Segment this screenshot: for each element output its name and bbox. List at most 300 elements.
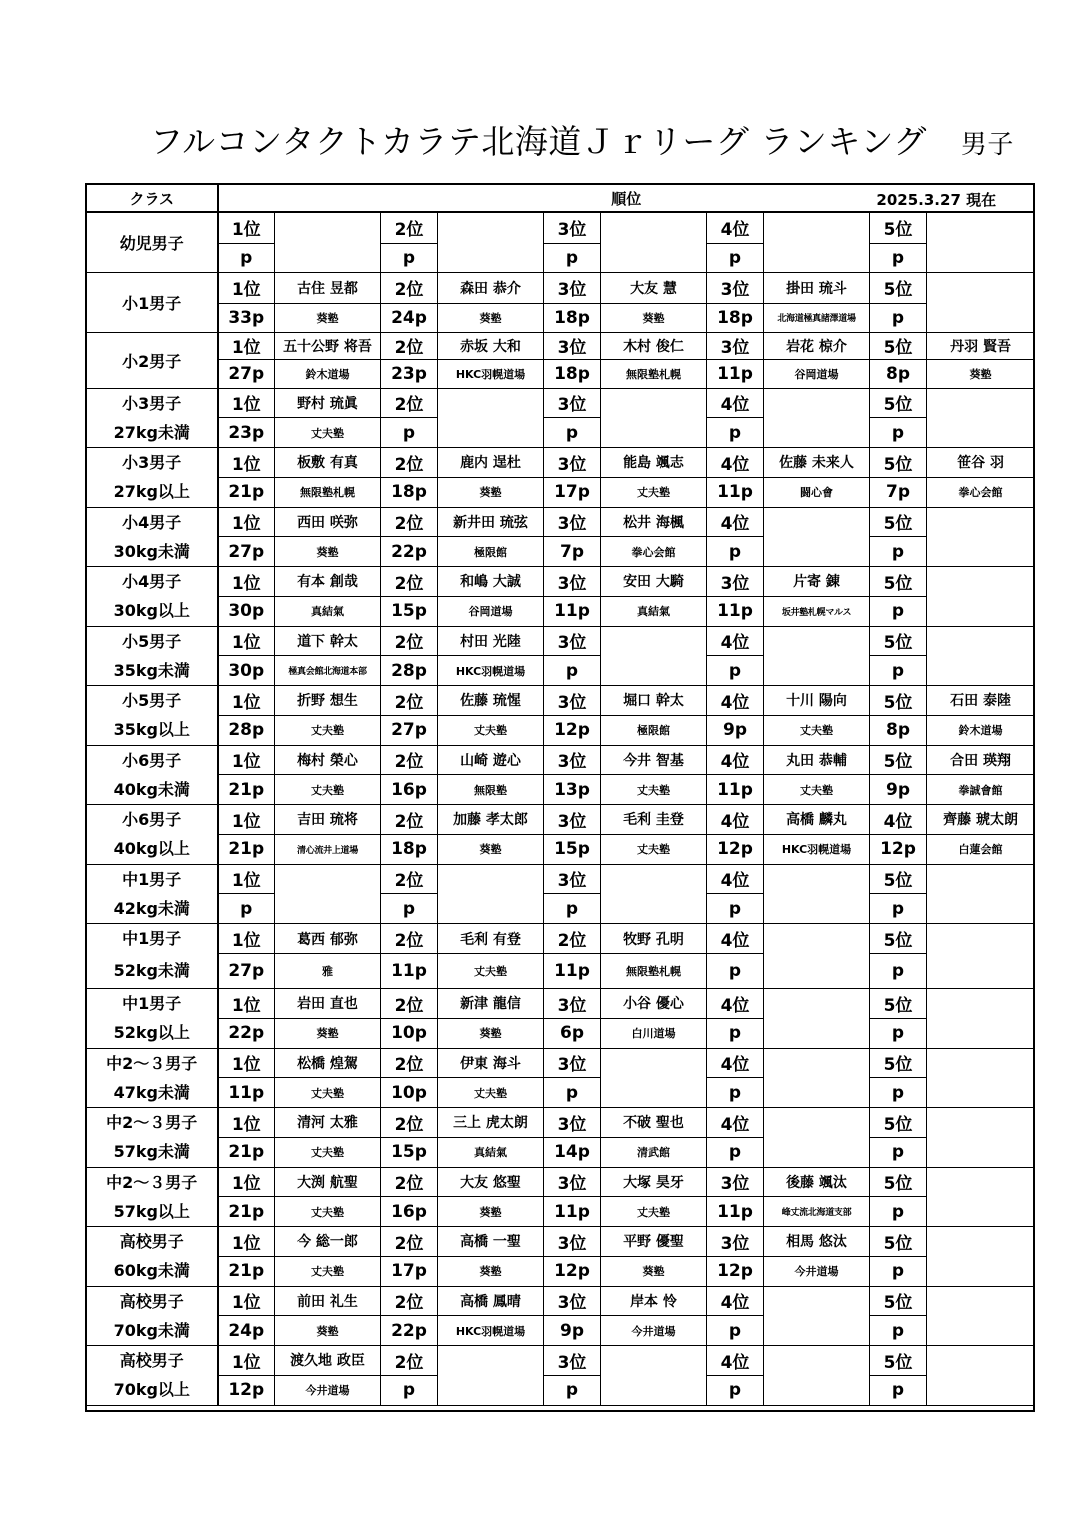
rank-position: 2位: [381, 1167, 438, 1197]
competitor-name: 和嶋 大誠: [438, 567, 544, 597]
ranking-points: p: [544, 894, 601, 924]
ranking-points: 27p: [218, 537, 275, 567]
ranking-row-top: [87, 272, 1035, 303]
ranking-points: 17p: [381, 1256, 438, 1286]
ranking-table: [86, 184, 1035, 1406]
rank-position: 2位: [381, 388, 438, 418]
rank-position: 5位: [870, 745, 927, 775]
rank-position: 5位: [870, 212, 927, 243]
ranking-points: 18p: [544, 359, 601, 388]
class-name: 中1男子: [87, 924, 218, 954]
competitor-name: 十川 陽向: [764, 686, 870, 716]
ranking-row-bottom: [87, 477, 1035, 507]
competitor-name: [764, 1346, 870, 1406]
ranking-points: 28p: [218, 715, 275, 745]
rank-position: 5位: [870, 864, 927, 894]
competitor-name: [764, 388, 870, 448]
rank-position: 2位: [381, 448, 438, 478]
competitor-name: 石田 泰陸: [927, 686, 1035, 716]
ranking-points: 21p: [218, 1197, 275, 1227]
ranking-row-bottom: [87, 1316, 1035, 1346]
class-name: 中1男子: [87, 989, 218, 1019]
rank-position: 1位: [218, 1286, 275, 1316]
competitor-name: [601, 1048, 707, 1108]
competitor-name: [438, 212, 544, 272]
rank-position: 3位: [544, 272, 601, 303]
ranking-row-top: [87, 1048, 1035, 1078]
dojo-name: 丈夫塾: [275, 418, 381, 448]
ranking-points: p: [870, 1316, 927, 1346]
ranking-row-top: [87, 805, 1035, 835]
competitor-name: [275, 212, 381, 272]
rank-position: 4位: [707, 1048, 764, 1078]
ranking-points: p: [870, 537, 927, 567]
ranking-points: p: [707, 537, 764, 567]
competitor-name: 岩花 椋介: [764, 332, 870, 359]
class-name: 小4男子: [87, 567, 218, 597]
competitor-name: [927, 272, 1035, 332]
class-name: 小3男子: [87, 388, 218, 418]
competitor-name: 大渕 航聖: [275, 1167, 381, 1197]
rank-position: 1位: [218, 332, 275, 359]
rank-position: 1位: [218, 805, 275, 835]
dojo-name: 葵塾: [438, 303, 544, 332]
rank-position: 4位: [707, 805, 764, 835]
ranking-points: p: [870, 418, 927, 448]
class-weight: 35kg以上: [87, 715, 218, 745]
ranking-points: 23p: [218, 418, 275, 448]
competitor-name: 松橋 煌駕: [275, 1048, 381, 1078]
dojo-name: 極限館: [601, 715, 707, 745]
class-weight: 47kg未満: [87, 1078, 218, 1108]
rank-position: 5位: [870, 332, 927, 359]
ranking-points: 33p: [218, 303, 275, 332]
rank-position: 3位: [544, 1346, 601, 1376]
ranking-points: p: [870, 1078, 927, 1108]
competitor-name: [927, 1048, 1035, 1108]
class-name: 高校男子: [87, 1346, 218, 1376]
rank-position: 3位: [544, 1048, 601, 1078]
rank-position: 4位: [707, 989, 764, 1019]
competitor-name: [927, 507, 1035, 567]
rank-position: 4位: [707, 1108, 764, 1138]
competitor-name: [927, 1108, 1035, 1168]
dojo-name: 丈夫塾: [275, 715, 381, 745]
ranking-points: p: [870, 1018, 927, 1048]
ranking-row-top: [87, 388, 1035, 418]
class-name: 小5男子: [87, 686, 218, 716]
competitor-name: [927, 212, 1035, 272]
ranking-points: p: [707, 1137, 764, 1167]
ranking-row-top: [87, 212, 1035, 243]
ranking-row-top: [87, 1286, 1035, 1316]
ranking-row-top: [87, 626, 1035, 656]
dojo-name: 丈夫塾: [438, 954, 544, 989]
ranking-points: p: [707, 1375, 764, 1405]
rank-position: 3位: [544, 507, 601, 537]
rank-position: 2位: [381, 745, 438, 775]
competitor-name: 松井 海楓: [601, 507, 707, 537]
dojo-name: 丈夫塾: [764, 715, 870, 745]
rank-position: 2位: [381, 1286, 438, 1316]
competitor-name: 野村 琉眞: [275, 388, 381, 418]
ranking-points: 11p: [544, 954, 601, 989]
dojo-name: 無限塾札幌: [601, 954, 707, 989]
rank-position: 1位: [218, 924, 275, 954]
rank-position: 2位: [381, 332, 438, 359]
rank-position: 4位: [707, 1346, 764, 1376]
ranking-points: 18p: [544, 303, 601, 332]
rank-position: 3位: [707, 1167, 764, 1197]
class-weight: 57kg以上: [87, 1197, 218, 1227]
competitor-name: 丸田 恭輔: [764, 745, 870, 775]
rank-position: 1位: [218, 626, 275, 656]
competitor-name: [927, 388, 1035, 448]
dojo-name: 葵塾: [275, 303, 381, 332]
class-name: 幼児男子: [87, 212, 218, 272]
ranking-points: 27p: [381, 715, 438, 745]
ranking-points: 24p: [218, 1316, 275, 1346]
ranking-points: 18p: [381, 834, 438, 864]
competitor-name: 高橋 鳳晴: [438, 1286, 544, 1316]
rank-position: 5位: [870, 1227, 927, 1257]
dojo-name: 丈夫塾: [601, 477, 707, 507]
ranking-points: 23p: [381, 359, 438, 388]
dojo-name: 拳誠會館: [927, 775, 1035, 805]
competitor-name: 五十公野 将吾: [275, 332, 381, 359]
rank-position: 3位: [707, 332, 764, 359]
class-weight: 70kg未満: [87, 1316, 218, 1346]
rank-position: 3位: [544, 864, 601, 894]
ranking-row-bottom: [87, 359, 1035, 388]
ranking-points: 14p: [544, 1137, 601, 1167]
rank-position: 2位: [381, 507, 438, 537]
competitor-name: [764, 924, 870, 989]
rank-position: 1位: [218, 272, 275, 303]
ranking-row-bottom: [87, 1018, 1035, 1048]
rank-position: 4位: [707, 448, 764, 478]
ranking-row-bottom: [87, 243, 1035, 272]
ranking-points: p: [218, 243, 275, 272]
competitor-name: 牧野 孔明: [601, 924, 707, 954]
dojo-name: 谷岡道場: [438, 596, 544, 626]
dojo-name: 丈夫塾: [275, 1078, 381, 1108]
competitor-name: 佐藤 未来人: [764, 448, 870, 478]
competitor-name: 加藤 孝太郎: [438, 805, 544, 835]
ranking-points: p: [870, 303, 927, 332]
competitor-name: 堀口 幹太: [601, 686, 707, 716]
competitor-name: 毛利 有登: [438, 924, 544, 954]
ranking-row-bottom: [87, 1078, 1035, 1108]
class-name: 中1男子: [87, 864, 218, 894]
ranking-points: 21p: [218, 477, 275, 507]
competitor-name: 齊藤 琥太朗: [927, 805, 1035, 835]
dojo-name: 葵塾: [275, 537, 381, 567]
rank-position: 5位: [870, 1048, 927, 1078]
rank-position: 3位: [544, 626, 601, 656]
ranking-points: 15p: [381, 1137, 438, 1167]
ranking-points: 22p: [381, 537, 438, 567]
ranking-row-top: [87, 507, 1035, 537]
rank-position: 3位: [544, 567, 601, 597]
dojo-name: 葵塾: [601, 303, 707, 332]
dojo-name: 無限塾札幌: [601, 359, 707, 388]
competitor-name: 清河 太雅: [275, 1108, 381, 1138]
competitor-name: 不破 聖也: [601, 1108, 707, 1138]
competitor-name: 三上 虎太朗: [438, 1108, 544, 1138]
rank-position: 2位: [381, 686, 438, 716]
competitor-name: [764, 626, 870, 686]
competitor-name: 平野 優聖: [601, 1227, 707, 1257]
competitor-name: 伊東 海斗: [438, 1048, 544, 1078]
competitor-name: [927, 1167, 1035, 1227]
ranking-row-bottom: [87, 715, 1035, 745]
rank-position: 1位: [218, 1346, 275, 1376]
ranking-row-bottom: [87, 537, 1035, 567]
ranking-points: 18p: [707, 303, 764, 332]
ranking-row-bottom: [87, 1375, 1035, 1405]
rank-position: 4位: [707, 212, 764, 243]
ranking-points: 12p: [707, 834, 764, 864]
ranking-points: 12p: [544, 715, 601, 745]
dojo-name: 極限館: [438, 537, 544, 567]
ranking-points: 27p: [218, 954, 275, 989]
ranking-points: p: [544, 243, 601, 272]
dojo-name: 葵塾: [275, 1316, 381, 1346]
rank-position: 2位: [381, 805, 438, 835]
dojo-name: 白川道場: [601, 1018, 707, 1048]
rank-position: 1位: [218, 212, 275, 243]
rank-position: 5位: [870, 507, 927, 537]
class-name: 高校男子: [87, 1286, 218, 1316]
class-weight: 57kg未満: [87, 1137, 218, 1167]
rank-position: 1位: [218, 448, 275, 478]
dojo-name: 無限塾: [438, 775, 544, 805]
class-name: 中2～３男子: [87, 1108, 218, 1138]
rank-position: 5位: [870, 272, 927, 303]
rank-position: 5位: [870, 448, 927, 478]
ranking-row-top: [87, 686, 1035, 716]
class-weight: 35kg未満: [87, 656, 218, 686]
rank-position: 5位: [870, 989, 927, 1019]
rank-position: 5位: [870, 388, 927, 418]
ranking-points: p: [870, 1137, 927, 1167]
rank-header: [218, 185, 1035, 213]
competitor-name: [764, 1108, 870, 1168]
title-text: フルコンタクトカラテ北海道Ｊｒリーグ ランキング: [150, 122, 927, 161]
dojo-name: 真結氣: [601, 596, 707, 626]
rank-position: 2位: [381, 1048, 438, 1078]
dojo-name: 鈴木道場: [275, 359, 381, 388]
ranking-points: 22p: [381, 1316, 438, 1346]
rank-position: 3位: [544, 805, 601, 835]
ranking-points: 11p: [707, 477, 764, 507]
rank-position: 5位: [870, 1108, 927, 1138]
rank-position: 3位: [707, 272, 764, 303]
ranking-points: p: [870, 1375, 927, 1405]
ranking-points: 9p: [707, 715, 764, 745]
dojo-name: 今井道場: [275, 1375, 381, 1405]
rank-position: 1位: [218, 388, 275, 418]
competitor-name: 折野 想生: [275, 686, 381, 716]
competitor-name: 赤坂 大和: [438, 332, 544, 359]
ranking-points: 15p: [381, 596, 438, 626]
ranking-row-bottom: [87, 954, 1035, 989]
ranking-row-top: [87, 924, 1035, 954]
rank-position: 5位: [870, 686, 927, 716]
gender-label: 男子: [960, 130, 1014, 160]
ranking-row-top: [87, 332, 1035, 359]
competitor-name: [764, 1048, 870, 1108]
ranking-row-top: [87, 989, 1035, 1019]
rank-position: 5位: [870, 567, 927, 597]
rank-position: 4位: [707, 388, 764, 418]
rank-position: 1位: [218, 745, 275, 775]
rank-position: 3位: [707, 1227, 764, 1257]
ranking-row-top: [87, 1108, 1035, 1138]
ranking-row-top: [87, 1167, 1035, 1197]
ranking-points: 18p: [381, 477, 438, 507]
ranking-points: 11p: [544, 1197, 601, 1227]
rank-position: 3位: [544, 989, 601, 1019]
rank-position: 4位: [707, 507, 764, 537]
dojo-name: HKC羽幌道場: [438, 359, 544, 388]
ranking-points: p: [544, 1078, 601, 1108]
ranking-row-top: [87, 1227, 1035, 1257]
competitor-name: 片寄 錬: [764, 567, 870, 597]
rank-position: 3位: [544, 448, 601, 478]
rank-position: 1位: [218, 1048, 275, 1078]
rank-position: 3位: [544, 686, 601, 716]
ranking-row-bottom: [87, 894, 1035, 924]
dojo-name: HKC羽幌道場: [438, 1316, 544, 1346]
ranking-points: 21p: [218, 1256, 275, 1286]
ranking-points: p: [707, 656, 764, 686]
dojo-name: 谷岡道場: [764, 359, 870, 388]
class-name: 小6男子: [87, 745, 218, 775]
competitor-name: 山崎 遊心: [438, 745, 544, 775]
class-name: 小4男子: [87, 507, 218, 537]
competitor-name: [927, 626, 1035, 686]
ranking-points: p: [707, 243, 764, 272]
dojo-name: 清武館: [601, 1137, 707, 1167]
ranking-row-bottom: [87, 775, 1035, 805]
rank-position: 2位: [381, 989, 438, 1019]
competitor-name: [601, 1346, 707, 1406]
competitor-name: 掛田 琉斗: [764, 272, 870, 303]
class-weight: 40kg未満: [87, 775, 218, 805]
rank-position: 3位: [544, 1167, 601, 1197]
dojo-name: HKC羽幌道場: [764, 834, 870, 864]
competitor-name: 岸本 怜: [601, 1286, 707, 1316]
dojo-name: HKC羽幌道場: [438, 656, 544, 686]
dojo-name: 葵塾: [927, 359, 1035, 388]
ranking-points: 11p: [544, 596, 601, 626]
competitor-name: 能島 颯志: [601, 448, 707, 478]
as-of-date: 2025.3.27 現在: [876, 191, 997, 209]
rank-position: 1位: [218, 686, 275, 716]
dojo-name: 北海道極真諸澤道場: [764, 303, 870, 332]
competitor-name: [764, 507, 870, 567]
dojo-name: 拳心会館: [601, 537, 707, 567]
class-weight: 52kg以上: [87, 1018, 218, 1048]
rank-position: 2位: [544, 924, 601, 954]
competitor-name: 佐藤 琉惺: [438, 686, 544, 716]
dojo-name: 闘心會: [764, 477, 870, 507]
class-name: 高校男子: [87, 1227, 218, 1257]
rank-position: 2位: [381, 567, 438, 597]
ranking-points: 27p: [218, 359, 275, 388]
competitor-name: 毛利 圭登: [601, 805, 707, 835]
competitor-name: [438, 388, 544, 448]
table-header: [87, 185, 1035, 213]
rank-position: 3位: [707, 567, 764, 597]
ranking-points: 11p: [218, 1078, 275, 1108]
competitor-name: 鹿内 逞杜: [438, 448, 544, 478]
competitor-name: 西田 咲弥: [275, 507, 381, 537]
competitor-name: [601, 626, 707, 686]
ranking-points: p: [870, 596, 927, 626]
ranking-points: 11p: [707, 359, 764, 388]
ranking-points: 11p: [707, 775, 764, 805]
class-name: 小6男子: [87, 805, 218, 835]
ranking-points: 7p: [870, 477, 927, 507]
dojo-name: 丈夫塾: [275, 775, 381, 805]
competitor-name: [764, 864, 870, 924]
ranking-points: 30p: [218, 596, 275, 626]
rank-position: 5位: [870, 1286, 927, 1316]
rank-position: 1位: [218, 1227, 275, 1257]
competitor-name: 今井 智基: [601, 745, 707, 775]
ranking-points: 16p: [381, 1197, 438, 1227]
dojo-name: 葵塾: [438, 834, 544, 864]
competitor-name: 木村 俊仁: [601, 332, 707, 359]
competitor-name: 高橋 一聖: [438, 1227, 544, 1257]
dojo-name: 葵塾: [438, 1256, 544, 1286]
dojo-name: 葵塾: [438, 477, 544, 507]
ranking-points: p: [870, 656, 927, 686]
ranking-points: 30p: [218, 656, 275, 686]
ranking-row-top: [87, 448, 1035, 478]
ranking-points: p: [707, 1018, 764, 1048]
rank-position: 1位: [218, 507, 275, 537]
competitor-name: [438, 864, 544, 924]
competitor-name: 古住 昱都: [275, 272, 381, 303]
class-name: 小2男子: [87, 332, 218, 388]
rank-position: 5位: [870, 626, 927, 656]
ranking-points: p: [870, 1256, 927, 1286]
ranking-row-top: [87, 864, 1035, 894]
competitor-name: [601, 864, 707, 924]
rank-position: 5位: [870, 1346, 927, 1376]
competitor-name: 岩田 直也: [275, 989, 381, 1019]
ranking-row-top: [87, 1346, 1035, 1376]
ranking-points: p: [218, 894, 275, 924]
competitor-name: [927, 1346, 1035, 1406]
class-weight: 27kg未満: [87, 418, 218, 448]
ranking-points: p: [707, 1078, 764, 1108]
ranking-points: p: [707, 418, 764, 448]
dojo-name: 真結氣: [438, 1137, 544, 1167]
class-weight: 60kg未満: [87, 1256, 218, 1286]
rank-position: 2位: [381, 1346, 438, 1376]
class-header: クラス: [87, 185, 218, 213]
ranking-points: 12p: [870, 834, 927, 864]
class-weight: 30kg以上: [87, 596, 218, 626]
dojo-name: 葵塾: [438, 1197, 544, 1227]
dojo-name: 極真会館北海道本部: [275, 656, 381, 686]
class-weight: 52kg未満: [87, 954, 218, 989]
